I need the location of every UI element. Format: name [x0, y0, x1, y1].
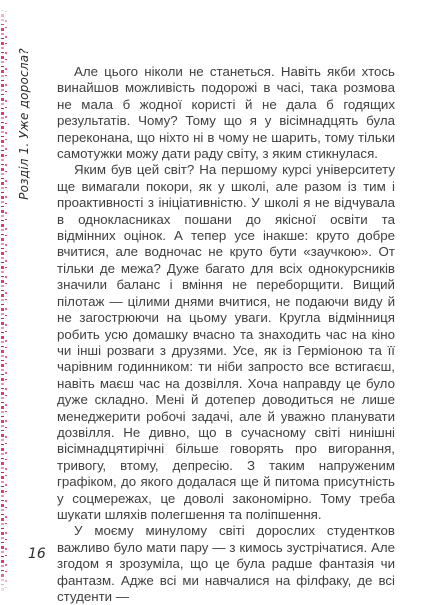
body-text: [57, 64, 395, 605]
paragraph-3: У моєму минулому світі дорослих студентков важливо було мати пару — з кимось зустрічатися. Але згодом я зрозуміла, що це була радше фантазія чи фантазм. Адже всі ми навчалися на філфаку, де всі студенти —: [57, 523, 395, 604]
running-head-text: Розділ 1. Уже доросла?: [17, 48, 31, 200]
running-head: [14, 48, 34, 200]
page-edge-decoration: [0, 0, 9, 600]
paragraph-2: Яким був цей світ? На першому курсі університету ще вимагали покори, як у школі, але разом із тим і проактивності з ініціативністю. У школі я не відчувала в однокласниках пошани до якісної освіти та відмінних оцінок. А тепер усе інакше: круто добре вчитися, але водночас не круто бути «заучкою». От тільки де межа? Дуже багато для всіх однокурсників значили баланс і вміння не переборщити. Вищий пілотаж — цілими днями вчитися, не подаючи виду й не загострюючи на цьому уваги. Кругла відмінниця робить усю домашку вчасно та знаходить час на кіно чи інші розваги з друзями. Усе, як із Герміоною та її чарівним годинником: ти ніби запросто все встигаєш, навіть маєш час на дозвілля. Хоча направду це було дуже складно. Мені й дотепер доводиться не лише менеджерити робочі задачі, але й уважно планувати дозвілля. Не дивно, що в сучасному світі нинішні вісімнадцятирічні більше говорять про вигорання, тривогу, втому, депресію. З таким напруженим графіком, до якого додалася ще й питома присутність у соцмережах, це доволі закономірно. Тому треба шукати шляхів полегшення та поліпшення.: [57, 162, 395, 522]
page-number: 16: [28, 546, 46, 562]
paragraph-1: Але цього ніколи не станеться. Навіть якби хтось винайшов можливість подорожі в часі, така розмова не мала б жодної користі й не дала б годящих результатів. Чому? Тому що я у вісімнадцять була переконана, що ніхто ні в чому не шарить, тому тільки самотужки можу дати раду світу, з яким стикнулася.: [57, 64, 395, 162]
